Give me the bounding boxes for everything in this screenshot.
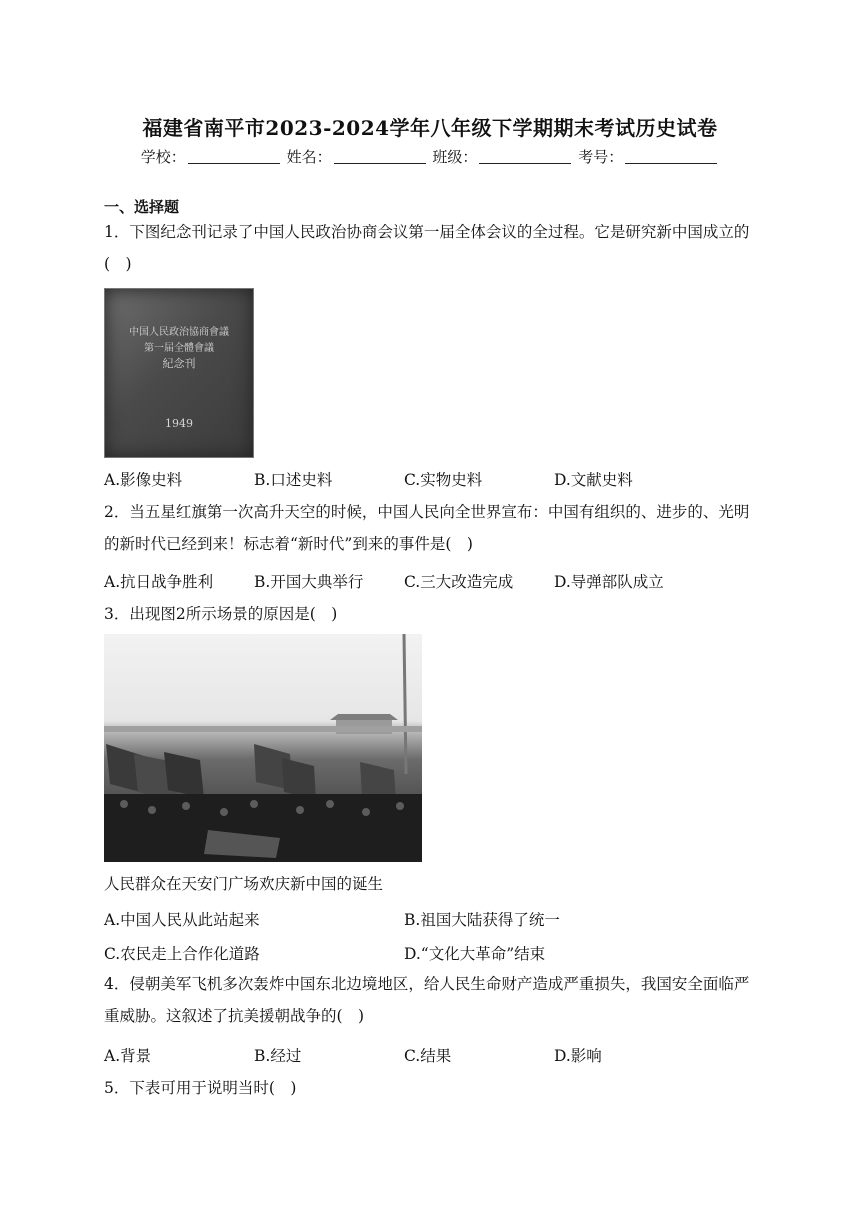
- q2-option-c[interactable]: C.三大改造完成: [404, 573, 514, 591]
- photo-caption: 人民群众在天安门广场欢庆新中国的诞生: [104, 875, 384, 893]
- exam-number-blank: [625, 149, 717, 164]
- q2-option-d[interactable]: D.导弹部队成立: [554, 573, 664, 591]
- tiananmen-celebration-photo: [104, 634, 422, 862]
- book-cover-year: 1949: [165, 417, 193, 430]
- class-label: 班级：: [432, 148, 478, 166]
- q1-option-c[interactable]: C.实物史料: [404, 471, 483, 489]
- book-cover-line-2: 第一届全體會議: [144, 343, 214, 354]
- student-info-line: [0, 146, 860, 167]
- exam-title: 福建省南平市2023-2024学年八年级下学期期末考试历史试卷: [142, 116, 718, 140]
- q4-option-d[interactable]: D.影响: [554, 1047, 602, 1065]
- section-title: 一、选择题: [104, 198, 180, 216]
- q4-option-c[interactable]: C.结果: [404, 1047, 452, 1065]
- question-4-stem: 4．侵朝美军飞机多次轰炸中国东北边境地区，给人民生命财产造成严重损失，我国安全面临严重威胁。这叙述了抗美援朝战争的( ): [104, 975, 750, 1025]
- crowd-scene-graphic: [104, 634, 422, 862]
- name-label: 姓名：: [286, 148, 332, 166]
- q2-option-a[interactable]: A.抗日战争胜利: [104, 573, 214, 591]
- q4-option-b[interactable]: B.经过: [254, 1047, 302, 1065]
- q3-option-d[interactable]: D.“文化大革命”结束: [404, 945, 546, 963]
- q1-option-b[interactable]: B.口述史料: [254, 471, 333, 489]
- question-3-stem: 3．出现图2所示场景的原因是( ): [104, 605, 338, 623]
- q1-option-d[interactable]: D.文献史料: [554, 471, 633, 489]
- book-cover-line-3: 紀念刊: [162, 357, 196, 370]
- q4-option-a[interactable]: A.背景: [104, 1047, 152, 1065]
- school-blank: [188, 149, 280, 164]
- exam-number-label: 考号：: [578, 148, 624, 166]
- question-2-options: [104, 570, 760, 600]
- question-4-options: [104, 1044, 760, 1074]
- q3-option-b[interactable]: B.祖国大陆获得了统一: [404, 911, 560, 929]
- question-3-options-row-1: [104, 908, 760, 938]
- commemorative-book-image: [104, 288, 254, 458]
- school-label: 学校：: [140, 148, 186, 166]
- class-blank: [479, 149, 571, 164]
- question-5-stem: 5．下表可用于说明当时( ): [104, 1079, 297, 1097]
- question-2-stem: 2．当五星红旗第一次高升天空的时候，中国人民向全世界宣布：中国有组织的、进步的、光明的新时代已经到来！标志着“新时代”到来的事件是( ): [104, 503, 750, 553]
- question-1-stem: 1．下图纪念刊记录了中国人民政治协商会议第一届全体会议的全过程。它是研究新中国成立的( ): [104, 223, 750, 273]
- q1-option-a[interactable]: A.影像史料: [104, 471, 183, 489]
- q3-option-c[interactable]: C.农民走上合作化道路: [104, 945, 260, 963]
- question-1-options: [104, 468, 760, 498]
- book-cover-line-1: 中国人民政治協商會議: [129, 327, 229, 338]
- q2-option-b[interactable]: B.开国大典举行: [254, 573, 364, 591]
- name-blank: [334, 149, 426, 164]
- q3-option-a[interactable]: A.中国人民从此站起来: [104, 911, 260, 929]
